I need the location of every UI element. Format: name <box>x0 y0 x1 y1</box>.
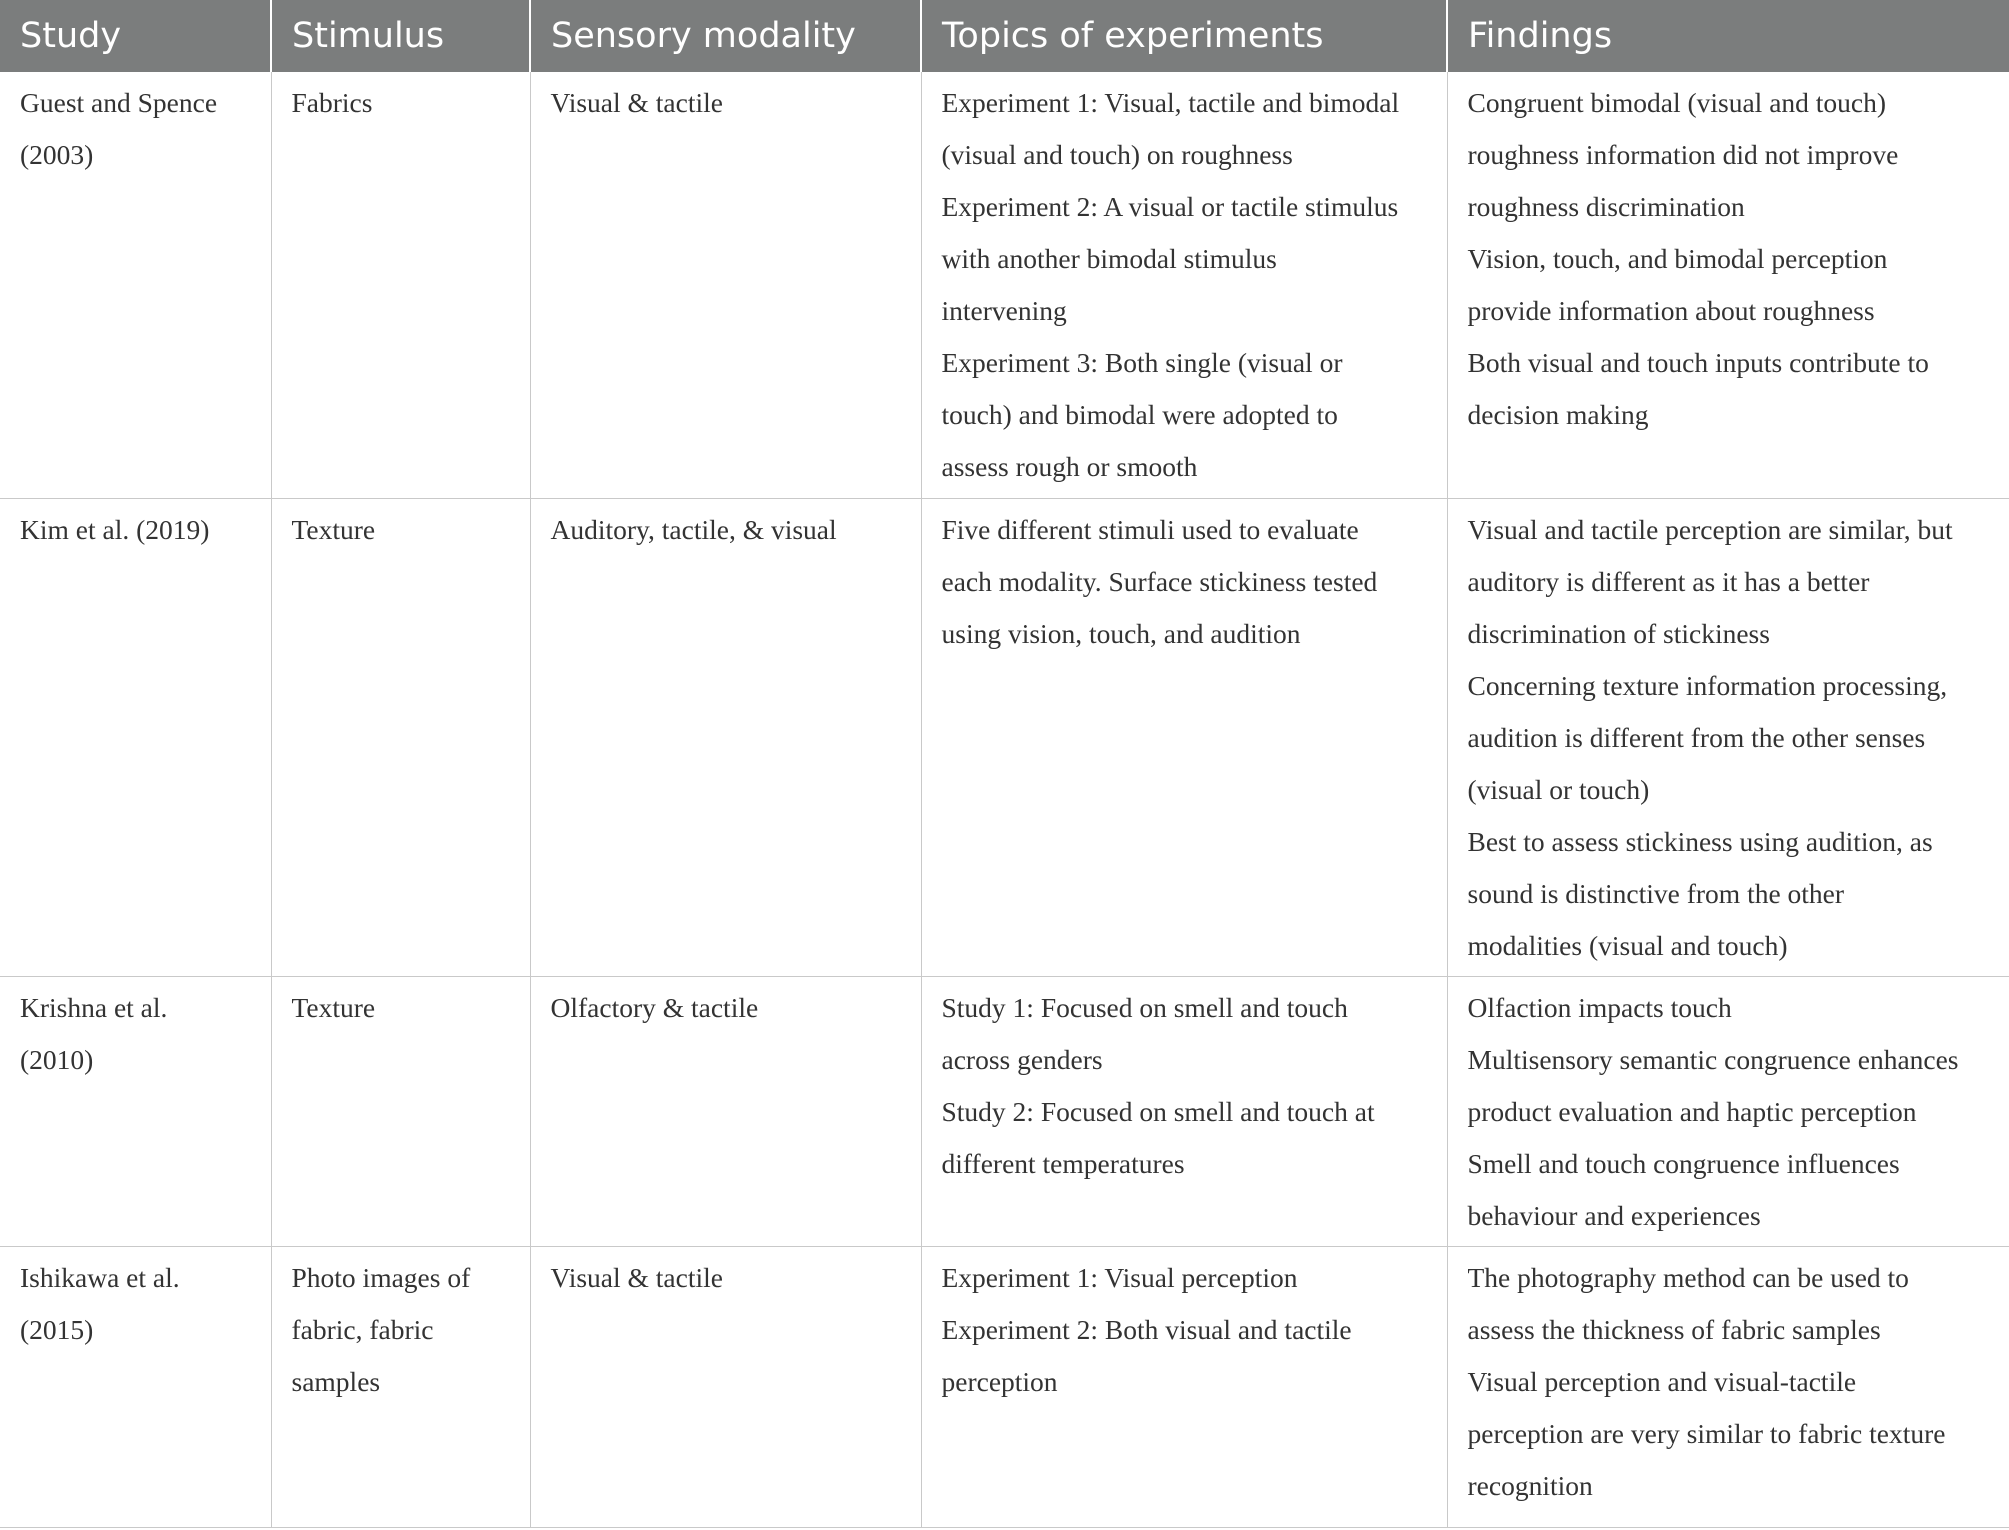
cell-line: touch) and bimodal were adopted to <box>941 399 1338 430</box>
cell-line: perception <box>941 1365 1058 1397</box>
stimulus-cell <box>271 976 530 1246</box>
cell-line: Both visual and touch inputs contribute to <box>1467 347 1929 378</box>
topics-cell <box>921 976 1447 1246</box>
cell-line: Photo images of <box>291 1261 471 1293</box>
findings-cell <box>1447 498 2009 976</box>
cell-line: Experiment 1: Visual perception <box>941 1261 1298 1293</box>
cell-line: intervening <box>941 295 1067 326</box>
cell-line: Texture <box>291 991 376 1023</box>
cell-line: Vision, touch, and bimodal perception <box>1467 243 1888 274</box>
cell-line: auditory is different as it has a better <box>1467 565 1870 597</box>
cell-line: Olfaction impacts touch <box>1467 991 1732 1023</box>
cell-line: roughness discrimination <box>1467 191 1745 222</box>
findings-cell <box>1447 72 2009 498</box>
cell-line: Fabrics <box>291 87 373 118</box>
cell-line[interactable]: (2015) <box>20 1313 94 1345</box>
cell-line: Visual and tactile perception are similar, but <box>1467 513 1953 545</box>
cell-line: Experiment 2: A visual or tactile stimulus <box>941 191 1399 222</box>
cell-line: discrimination of stickiness <box>1467 617 1770 649</box>
cell-line: Experiment 1: Visual, tactile and bimodal <box>941 87 1400 118</box>
cell-line: each modality. Surface stickiness tested <box>941 565 1378 597</box>
cell-line: across genders <box>941 1043 1103 1075</box>
modality-cell <box>530 498 921 976</box>
cell-line: audition is different from the other senses <box>1467 721 1926 753</box>
cell-line: The photography method can be used to <box>1467 1261 1909 1293</box>
cell-line: modalities (visual and touch) <box>1467 929 1788 961</box>
cell-line: assess rough or smooth <box>941 451 1198 482</box>
topics-cell <box>921 72 1447 498</box>
study-cell[interactable] <box>0 498 271 976</box>
cell-line: roughness information did not improve <box>1467 139 1899 170</box>
cell-line: Multisensory semantic congruence enhances <box>1467 1043 1959 1075</box>
cell-line: fabric, fabric <box>291 1313 434 1345</box>
cell-line[interactable]: (2003) <box>20 139 94 170</box>
cell-line[interactable]: Kim et al. (2019) <box>20 513 210 545</box>
table-row <box>0 72 2009 498</box>
header-findings: Findings <box>1447 0 2009 72</box>
study-cell[interactable] <box>0 72 271 498</box>
stimulus-cell <box>271 1246 530 1527</box>
cell-line: Visual perception and visual-tactile <box>1467 1365 1857 1397</box>
cell-line: Study 1: Focused on smell and touch <box>941 991 1348 1023</box>
stimulus-cell <box>271 72 530 498</box>
cell-line[interactable]: Krishna et al. <box>20 991 168 1023</box>
cell-line: Auditory, tactile, & visual <box>550 513 837 545</box>
cell-line: Experiment 3: Both single (visual or <box>941 347 1343 378</box>
header-stimulus: Stimulus <box>271 0 530 72</box>
cell-line: perception are very similar to fabric texture <box>1467 1417 1946 1449</box>
cell-line: behaviour and experiences <box>1467 1199 1761 1231</box>
cell-line: samples <box>291 1365 381 1397</box>
cell-line: Experiment 2: Both visual and tactile <box>941 1313 1352 1345</box>
cell-line: Olfactory & tactile <box>550 991 759 1023</box>
cell-line: Visual & tactile <box>550 87 723 118</box>
table-body <box>0 72 2009 1527</box>
cell-line[interactable]: Ishikawa et al. <box>20 1261 180 1293</box>
topics-cell <box>921 1246 1447 1527</box>
cell-line: different temperatures <box>941 1147 1185 1179</box>
cell-line: Visual & tactile <box>550 1261 723 1293</box>
table-row <box>0 976 2009 1246</box>
header-sensory-modality: Sensory modality <box>530 0 921 72</box>
cell-line: using vision, touch, and audition <box>941 617 1301 649</box>
modality-cell <box>530 976 921 1246</box>
cell-line: decision making <box>1467 399 1649 430</box>
table-row <box>0 1246 2009 1527</box>
cell-line: (visual or touch) <box>1467 773 1650 805</box>
header-row <box>0 0 2009 72</box>
cell-line: Texture <box>291 513 376 545</box>
cell-line[interactable]: Guest and Spence <box>20 87 218 118</box>
findings-cell <box>1447 1246 2009 1527</box>
table-row <box>0 498 2009 976</box>
cell-line: Five different stimuli used to evaluate <box>941 513 1359 545</box>
cell-line: assess the thickness of fabric samples <box>1467 1313 1881 1345</box>
cell-line: recognition <box>1467 1469 1593 1501</box>
cell-line: Best to assess stickiness using audition, as <box>1467 825 1933 857</box>
cell-line: Smell and touch congruence influences <box>1467 1147 1900 1179</box>
cell-line: product evaluation and haptic perception <box>1467 1095 1917 1127</box>
cell-line: (visual and touch) on roughness <box>941 139 1293 170</box>
header-study: Study <box>0 0 271 72</box>
study-cell[interactable] <box>0 976 271 1246</box>
cell-line: Concerning texture information processing, <box>1467 669 1948 701</box>
modality-cell <box>530 72 921 498</box>
cell-line: Congruent bimodal (visual and touch) <box>1467 87 1887 118</box>
findings-cell <box>1447 976 2009 1246</box>
cell-line[interactable]: (2010) <box>20 1043 94 1075</box>
topics-cell <box>921 498 1447 976</box>
header-topics-of-experiments: Topics of experiments <box>921 0 1447 72</box>
stimulus-cell <box>271 498 530 976</box>
modality-cell <box>530 1246 921 1527</box>
cell-line: sound is distinctive from the other <box>1467 877 1845 909</box>
study-cell[interactable] <box>0 1246 271 1527</box>
cell-line: Study 2: Focused on smell and touch at <box>941 1095 1375 1127</box>
cell-line: with another bimodal stimulus <box>941 243 1277 274</box>
table-header <box>0 0 2009 72</box>
cell-line: provide information about roughness <box>1467 295 1875 326</box>
